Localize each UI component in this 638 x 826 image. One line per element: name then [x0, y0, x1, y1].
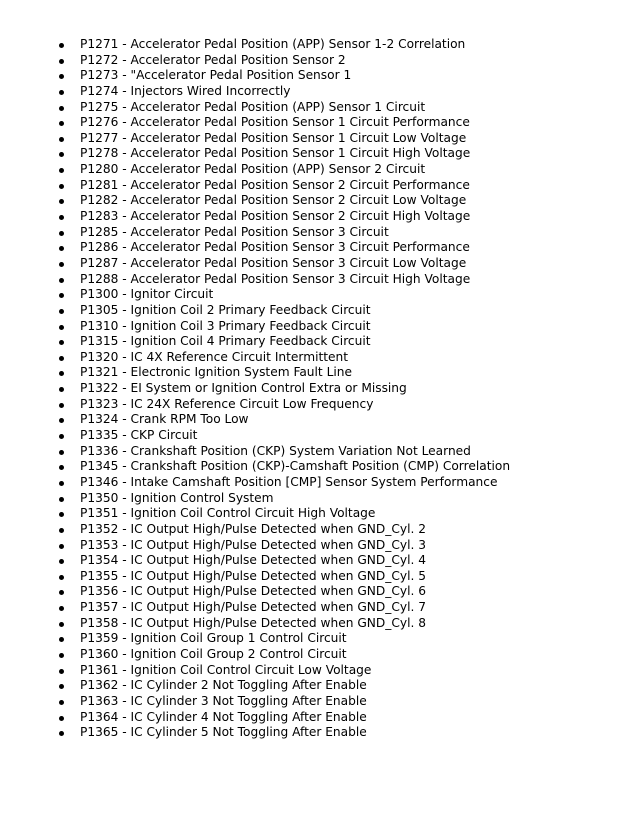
list-item: [58, 397, 628, 413]
list-item: [58, 522, 628, 538]
list-item: [58, 491, 628, 507]
bullet-icon: [58, 538, 68, 554]
bullet-icon: [58, 68, 68, 84]
list-item-text: P1315 - Ignition Coil 4 Primary Feedback Circuit: [80, 334, 371, 349]
bullet-icon: [58, 412, 68, 428]
bullet-icon: [58, 319, 68, 335]
list-item-text: P1359 - Ignition Coil Group 1 Control Circuit: [80, 631, 347, 646]
bullet-icon: [58, 553, 68, 569]
bullet-icon: [58, 397, 68, 413]
list-item: [58, 84, 628, 100]
bullet-icon: [58, 584, 68, 600]
list-item: [58, 225, 628, 241]
list-item: [58, 663, 628, 679]
list-item: [58, 100, 628, 116]
bullet-icon: [58, 225, 68, 241]
list-item: [58, 131, 628, 147]
list-item: [58, 459, 628, 475]
list-item-text: P1275 - Accelerator Pedal Position (APP) Sensor 1 Circuit: [80, 99, 426, 114]
bullet-icon: [58, 84, 68, 100]
list-item-text: P1282 - Accelerator Pedal Position Sensor 2 Circuit Low Voltage: [80, 193, 467, 208]
bullet-icon: [58, 600, 68, 616]
list-item: [58, 365, 628, 381]
bullet-icon: [58, 100, 68, 116]
trouble-code-list: [58, 37, 628, 741]
bullet-icon: [58, 647, 68, 663]
list-item-text: P1271 - Accelerator Pedal Position (APP) Sensor 1-2 Correlation: [80, 37, 466, 51]
list-item-text: P1345 - Crankshaft Position (CKP)-Camshaft Position (CMP) Correlation: [80, 459, 511, 474]
list-item: [58, 584, 628, 600]
list-item: [58, 616, 628, 632]
list-item: [58, 256, 628, 272]
bullet-icon: [58, 491, 68, 507]
list-item-text: P1277 - Accelerator Pedal Position Sensor 1 Circuit Low Voltage: [80, 130, 467, 145]
list-item-text: P1310 - Ignition Coil 3 Primary Feedback Circuit: [80, 318, 371, 333]
list-item: [58, 162, 628, 178]
bullet-icon: [58, 663, 68, 679]
list-item-text: P1355 - IC Output High/Pulse Detected when GND_Cyl. 5: [80, 568, 426, 583]
list-item-text: P1300 - Ignitor Circuit: [80, 287, 214, 302]
list-item: [58, 475, 628, 491]
list-item: [58, 287, 628, 303]
list-item-text: P1274 - Injectors Wired Incorrectly: [80, 83, 291, 98]
list-item-text: P1352 - IC Output High/Pulse Detected when GND_Cyl. 2: [80, 521, 426, 536]
list-item-text: P1276 - Accelerator Pedal Position Sensor 1 Circuit Performance: [80, 115, 470, 130]
bullet-icon: [58, 678, 68, 694]
bullet-icon: [58, 710, 68, 726]
list-item-text: P1362 - IC Cylinder 2 Not Toggling After Enable: [80, 678, 367, 693]
list-item: [58, 146, 628, 162]
list-item: [58, 178, 628, 194]
list-item-text: P1364 - IC Cylinder 4 Not Toggling After Enable: [80, 709, 367, 724]
bullet-icon: [58, 569, 68, 585]
list-item-text: P1351 - Ignition Coil Control Circuit High Voltage: [80, 506, 376, 521]
bullet-icon: [58, 381, 68, 397]
list-item-text: P1357 - IC Output High/Pulse Detected when GND_Cyl. 7: [80, 600, 426, 615]
list-item: [58, 319, 628, 335]
bullet-icon: [58, 193, 68, 209]
list-item-text: P1272 - Accelerator Pedal Position Sensor 2: [80, 52, 346, 67]
list-item-text: P1322 - EI System or Ignition Control Extra or Missing: [80, 381, 407, 396]
list-item: [58, 710, 628, 726]
list-item-text: P1363 - IC Cylinder 3 Not Toggling After Enable: [80, 693, 367, 708]
bullet-icon: [58, 694, 68, 710]
list-item: [58, 303, 628, 319]
list-item: [58, 678, 628, 694]
list-item: [58, 647, 628, 663]
list-item-text: P1305 - Ignition Coil 2 Primary Feedback Circuit: [80, 302, 371, 317]
bullet-icon: [58, 350, 68, 366]
list-item-text: P1283 - Accelerator Pedal Position Sensor 2 Circuit High Voltage: [80, 209, 471, 224]
bullet-icon: [58, 287, 68, 303]
list-item: [58, 428, 628, 444]
list-item: [58, 725, 628, 741]
bullet-icon: [58, 209, 68, 225]
bullet-icon: [58, 428, 68, 444]
list-item-text: P1324 - Crank RPM Too Low: [80, 412, 249, 427]
bullet-icon: [58, 334, 68, 350]
list-item-text: P1350 - Ignition Control System: [80, 490, 274, 505]
list-item: [58, 553, 628, 569]
list-item: [58, 538, 628, 554]
bullet-icon: [58, 506, 68, 522]
bullet-icon: [58, 146, 68, 162]
bullet-icon: [58, 162, 68, 178]
list-item-text: P1285 - Accelerator Pedal Position Sensor 3 Circuit: [80, 224, 389, 239]
bullet-icon: [58, 131, 68, 147]
list-item: [58, 209, 628, 225]
bullet-icon: [58, 631, 68, 647]
bullet-icon: [58, 240, 68, 256]
list-item: [58, 631, 628, 647]
bullet-icon: [58, 725, 68, 741]
bullet-icon: [58, 272, 68, 288]
list-item: [58, 600, 628, 616]
bullet-icon: [58, 115, 68, 131]
list-item: [58, 68, 628, 84]
list-item: [58, 272, 628, 288]
bullet-icon: [58, 178, 68, 194]
list-item-text: P1356 - IC Output High/Pulse Detected when GND_Cyl. 6: [80, 584, 426, 599]
list-item: [58, 115, 628, 131]
bullet-icon: [58, 365, 68, 381]
list-item-text: P1335 - CKP Circuit: [80, 428, 198, 443]
list-item-text: P1320 - IC 4X Reference Circuit Intermittent: [80, 349, 349, 364]
list-item: [58, 37, 628, 53]
list-item: [58, 412, 628, 428]
list-item: [58, 506, 628, 522]
list-item: [58, 193, 628, 209]
list-item-text: P1321 - Electronic Ignition System Fault Line: [80, 365, 352, 380]
list-item: [58, 350, 628, 366]
list-item: [58, 444, 628, 460]
list-item-text: P1287 - Accelerator Pedal Position Sensor 3 Circuit Low Voltage: [80, 255, 467, 270]
list-item-text: P1280 - Accelerator Pedal Position (APP) Sensor 2 Circuit: [80, 162, 426, 177]
list-item-text: P1353 - IC Output High/Pulse Detected when GND_Cyl. 3: [80, 537, 426, 552]
list-item: [58, 694, 628, 710]
list-item-text: P1273 - "Accelerator Pedal Position Sensor 1: [80, 68, 352, 83]
bullet-icon: [58, 522, 68, 538]
list-item: [58, 381, 628, 397]
list-item: [58, 334, 628, 350]
list-item-text: P1286 - Accelerator Pedal Position Sensor 3 Circuit Performance: [80, 240, 470, 255]
bullet-icon: [58, 256, 68, 272]
bullet-icon: [58, 616, 68, 632]
list-item-text: P1358 - IC Output High/Pulse Detected when GND_Cyl. 8: [80, 615, 426, 630]
list-item-text: P1281 - Accelerator Pedal Position Sensor 2 Circuit Performance: [80, 177, 470, 192]
bullet-icon: [58, 459, 68, 475]
list-item: [58, 569, 628, 585]
list-item-text: P1278 - Accelerator Pedal Position Sensor 1 Circuit High Voltage: [80, 146, 471, 161]
bullet-icon: [58, 37, 68, 53]
bullet-icon: [58, 475, 68, 491]
list-item: [58, 240, 628, 256]
bullet-icon: [58, 303, 68, 319]
bullet-icon: [58, 444, 68, 460]
list-item-text: P1354 - IC Output High/Pulse Detected when GND_Cyl. 4: [80, 553, 426, 568]
bullet-icon: [58, 53, 68, 69]
list-item-text: P1288 - Accelerator Pedal Position Sensor 3 Circuit High Voltage: [80, 271, 471, 286]
list-item-text: P1323 - IC 24X Reference Circuit Low Frequency: [80, 396, 374, 411]
list-item-text: P1365 - IC Cylinder 5 Not Toggling After Enable: [80, 725, 367, 740]
list-item-text: P1336 - Crankshaft Position (CKP) System Variation Not Learned: [80, 443, 471, 458]
list-item-text: P1346 - Intake Camshaft Position [CMP] Sensor System Performance: [80, 474, 498, 489]
list-item-text: P1360 - Ignition Coil Group 2 Control Circuit: [80, 646, 347, 661]
list-item-text: P1361 - Ignition Coil Control Circuit Low Voltage: [80, 662, 372, 677]
list-item: [58, 53, 628, 69]
